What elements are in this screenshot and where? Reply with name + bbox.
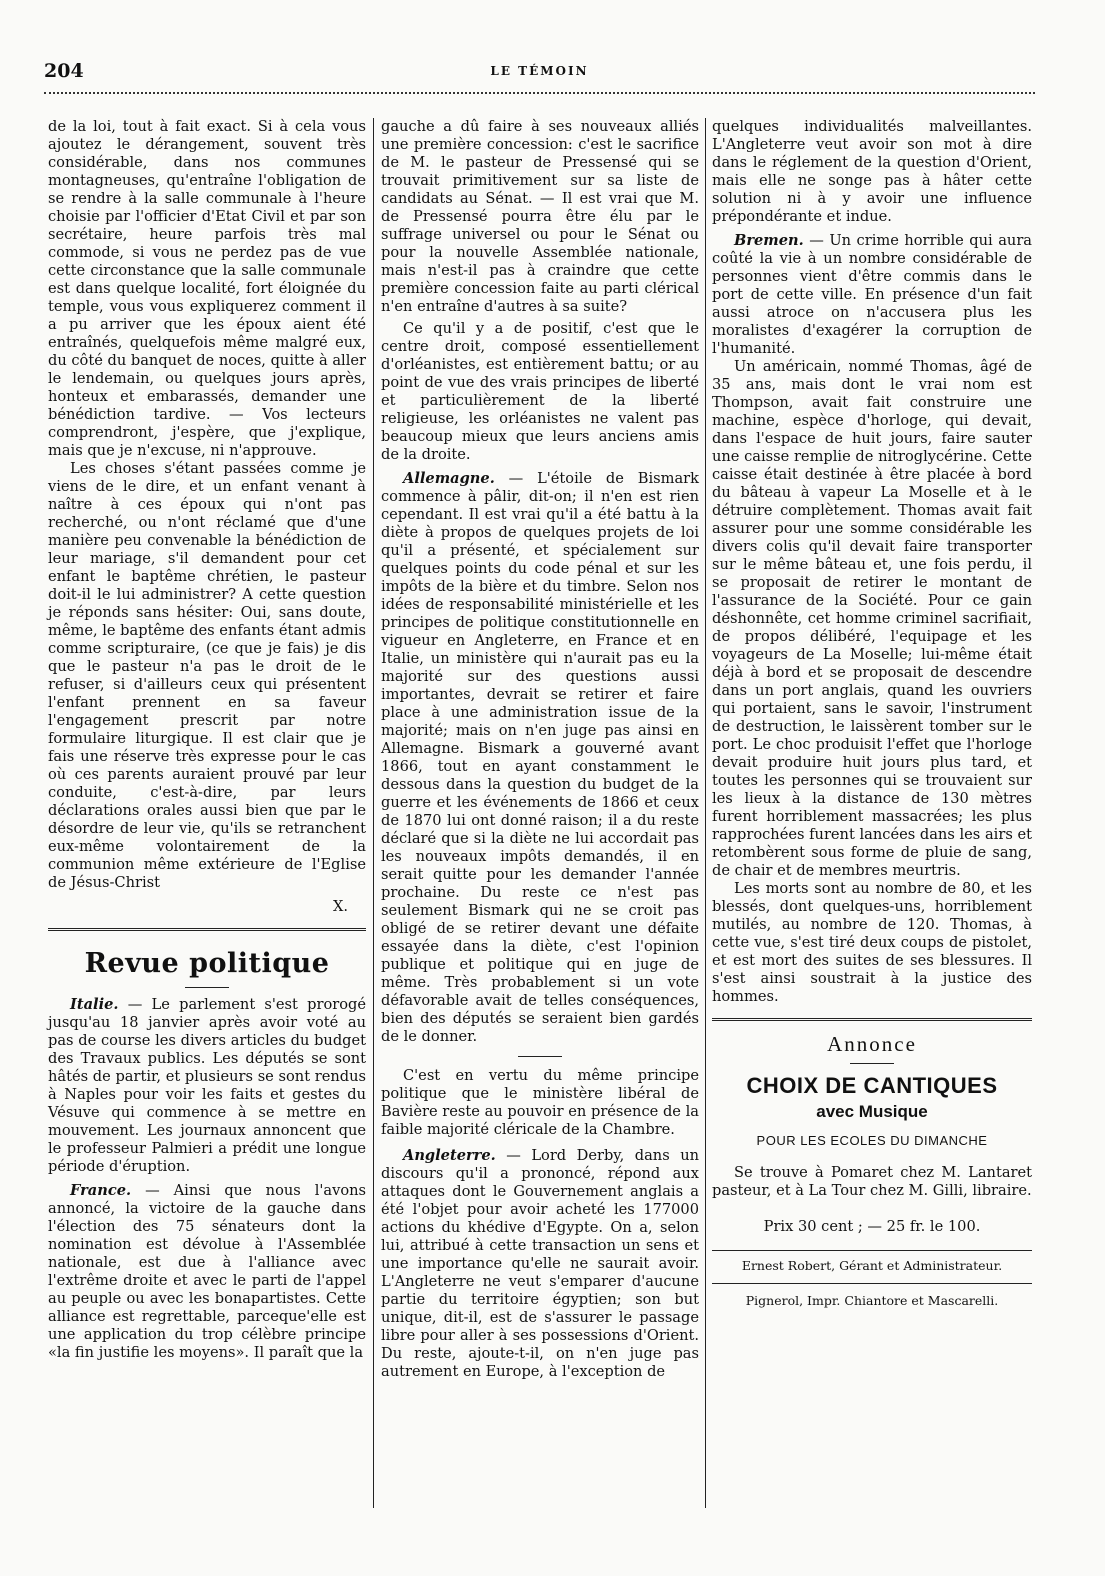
news-item-baviere: C'est en vertu du même principe politique que le ministère libéral de Bavière reste au pouvoir en présence de la faible majorité cléricale de la Chambre.: [381, 1067, 699, 1138]
country-label: France.: [70, 1182, 132, 1199]
item-rule: [518, 1056, 562, 1057]
article-paragraph: Un américain, nommé Thomas, âgé de 35 ans, mais dont le vrai nom est Thompson, avait fait construire une machine, espèce d'horloge, qui devait, dans l'espace de huit jours, faire sauter une caisse remplie de nitroglycérine. Cette caisse était destinée à être placée à bord du bâteau à vapeur La Moselle et à le détruire complètement. Thomas avait fait assurer pour une somme considérable les divers colis qu'il devait faire transporter sur le même bâteau et, une fois perdu, il se proposait de retirer le montant de l'assurance de la Société. Pour ce gain déshonnête, cet homme criminel sacrifiait, de propos délibéré, l'equipage et les voyageurs de La Moselle; lui-même était déjà à bord et se proposait de descendre dans un port anglais, quand les ouvriers qui portaient, sans le savoir, l'instrument de destruction, le laissèrent tomber sur le port. Le choc produisit l'effet que l'horloge devait produire huit jours plus tard, et toutes les personnes qui se trouvaient sur les lieux à la distance de 130 mètres furent horriblement massacrées; les plus rapprochées furent lancées dans les airs et retombèrent sous forme de pluie de sang, de chair et de membres meurtris.: [712, 358, 1032, 879]
article-paragraph: quelques individualités malveillantes. L'Angleterre veut avoir son mot à dire dans le réglement de la question d'Orient, mais elle ne songe pas à hâter cette solution ni à y avoir une influence prépondérante et indue.: [712, 118, 1032, 225]
page-number: 204: [44, 60, 84, 82]
ad-subtitle: avec Musique: [816, 1102, 928, 1121]
article-signature: X.: [332, 898, 348, 915]
running-title: LE TÉMOIN: [490, 64, 589, 78]
news-item-angleterre: [381, 1147, 699, 1381]
news-item-italie: [48, 996, 366, 1176]
article-paragraph: Ce qu'il y a de positif, c'est que le centre droit, composé essentiellement d'orléanistes, est entièrement battu; or au point de vue des vrais principes de liberté et particulièrement de la liberté religieuse, les orléanistes ne valent pas beaucoup mieux que leurs anciens amis de la droite.: [381, 320, 699, 463]
gerant-line: Ernest Robert, Gérant et Administrateur.: [741, 1258, 1003, 1273]
ad-price: Prix 30 cent ; — 25 fr. le 100.: [763, 1218, 981, 1235]
ad-body: Se trouve à Pomaret chez M. Lantaret pasteur, et à La Tour chez M. Gilli, libraire.: [712, 1164, 1032, 1199]
country-label: Angleterre.: [403, 1147, 496, 1164]
news-item-france: [48, 1182, 366, 1362]
ad-heading: Annonce: [827, 1032, 917, 1056]
footer-rule: [712, 1283, 1032, 1284]
section-divider: [712, 1018, 1032, 1021]
section-title: Revue politique: [84, 948, 330, 979]
news-item-bremen: [712, 232, 1032, 358]
title-rule: [185, 987, 229, 988]
country-label: Italie.: [70, 996, 119, 1013]
header-rule: [44, 92, 1035, 94]
page-header: [44, 58, 1035, 88]
article-paragraph: Les choses s'étant passées comme je viens de le dire, et un enfant venant à naître à ces époux qui n'ont pas recherché, ou n'ont réclamé que d'une manière peu convenable la bénédiction de leur mariage, s'il demandent pour cet enfant le baptême chrétien, le pasteur doit-il le lui administrer? A cette question je réponds sans hésiter: Oui, sans doute, même, le baptême des enfants étant admis comme scripturaire, (ce que je fais) je dis que le pasteur n'a pas le droit de le refuser, si d'ailleurs ceux qui présentent l'enfant prennent en sa faveur l'engagement prescrit par notre formulaire liturgique. Il est clair que je fais une réserve très expresse pour le cas où ces parents auraient prouvé par leur conduite, c'est-à-dire, par leurs déclarations orales aussi bien que par le désordre de leur vie, qu'ils se retranchent eux-même volontairement de la communion même extérieure de l'Eglise de Jésus-Christ: [48, 460, 366, 891]
column-1: [48, 118, 366, 1362]
news-item-allemagne: [381, 470, 699, 1046]
news-text: — Lord Derby, dans un discours qu'il a prononcé, répond aux attaques dont le Gouvernement anglais a été l'objet pour avoir acheté les 177000 actions du khédive d'Egypte. On a, selon lui, attribué à cette transaction un sens et une importance qu'elle ne saurait avoir. L'Angleterre ne veut s'emparer d'aucune partie du territoire égyptien; son but unique, dit-il, est de s'assurer le passage libre pour aller à ses possessions d'Orient. Du reste, ajoute-t-il, on n'en juge pas autrement en Europe, à l'exception de: [381, 1147, 699, 1380]
printer-line: Pignerol, Impr. Chiantore et Mascarelli.: [745, 1293, 999, 1308]
ad-rule: [850, 1063, 894, 1064]
column-3: [712, 118, 1032, 1310]
article-paragraph: Les morts sont au nombre de 80, et les blessés, dont quelques-uns, horriblement mutilés, au nombre de 120. Thomas, à cette vue, s'est tiré deux coups de pistolet, et est mort des suites de ses blessures. Il s'est ainsi soustrait à la justice des hommes.: [712, 880, 1032, 1005]
column-divider: [373, 118, 374, 1508]
ad-subtitle-2: POUR LES ECOLES DU DIMANCHE: [756, 1133, 988, 1148]
country-label: Bremen.: [734, 232, 804, 249]
column-2: [381, 118, 699, 1381]
news-text: — Ainsi que nous l'avons annoncé, la victoire de la gauche dans l'élection des 75 sénateurs dont la nomination est dévolue à l'Assemblée nationale, est due à l'alliance avec l'extrême droite et avec le parti de l'appel au peuple ou avec les bonapartistes. Cette alliance est regrettable, parceque'elle est une application du trop célèbre principe «la fin justifie les moyens». Il paraît que la: [48, 1182, 366, 1361]
ad-title: CHOIX DE CANTIQUES: [746, 1073, 998, 1098]
news-text: — L'étoile de Bismark commence à pâlir, dit-on; il n'en est rien cependant. Il est vrai qu'il a été battu à la diète à propos de quelques projets de loi qu'il a présenté, et spécialement sur quelques points du code pénal et sur les impôts de la bière et du timbre. Selon nos idées de responsabilité ministérielle et les principes de politique constitutionnelle en vigueur en Angleterre, en France et en Italie, un ministère qui n'aurait pas eu la majorité sur des questions aussi importantes, devrait se retirer et faire place à une administration issue de la majorité; mais on n'en juge pas ainsi en Allemagne. Bismark a gouverné avant 1866, tout en ayant constamment le dessous dans la question du budget de la guerre et les événements de 1866 et ceux de 1870 lui ont donné raison; il a du reste déclaré que si la diète ne lui accordait pas les nouveaux impôts demandés, il en serait quitte pour les demander l'année prochaine. Du reste ce n'est pas seulement Bismark qui ne se croit pas obligé de se retirer devant une défaite essayée dans la diète, c'est l'opinion publique et politique qui en juge de même. Très probablement si un vote défavorable avait de telles conséquences, bien des députés se seraient bien gardés de le donner.: [381, 470, 699, 1045]
column-divider: [705, 118, 706, 1508]
section-divider: [48, 928, 366, 931]
footer-rule: [712, 1250, 1032, 1251]
news-text: — Un crime horrible qui aura coûté la vie à un nombre considérable de personnes vient d'être commis dans le port de cette ville. En présence d'un fait aussi atroce on n'accusera plus les moralistes d'exagérer la corruption de l'humanité.: [712, 232, 1032, 357]
article-paragraph: de la loi, tout à fait exact. Si à cela vous ajoutez le dérangement, souvent très considérable, dans nos communes montagneuses, qu'entraîne l'obligation de se rendre à la salle communale à l'heure choisie par l'officier d'Etat Civil et par son secrétaire, heure parfois très mal commode, si vous ne perdez pas de vue cette circonstance que la salle communale est dans quelque localité, fort éloignée du temple, vous vous expliquerez comment il a pu arriver que les époux aient été entraînés, quelquefois même malgré eux, du côté du banquet de noces, quitte à aller le lendemain, ou quelques jours après, honteux et embarassés, demander une bénédiction tardive. — Vos lecteurs comprendront, j'espère, que j'explique, mais que je n'excuse, ni n'approuve.: [48, 118, 366, 459]
country-label: Allemagne.: [403, 470, 495, 487]
advertisement: [712, 1031, 1032, 1236]
article-paragraph: gauche a dû faire à ses nouveaux alliés une première concession: c'est le sacrifice de M. le pasteur de Pressensé qui se trouvait primitivement sur sa liste de candidats au Sénat. — Il est vrai que M. de Pressensé pourra être élu par le suffrage universel ou pour le Sénat ou pour la nouvelle Assemblée nationale, mais n'est-il pas à craindre que cette première concession faite au parti clérical n'en entraîne d'autres à sa suite?: [381, 118, 699, 315]
news-text: — Le parlement s'est prorogé jusqu'au 18 janvier après avoir voté au pas de course les divers articles du budget des Travaux publics. Les députés se sont hâtés de partir, et plusieurs se sont rendus à Naples pour voir les faits et gestes du Vésuve qui commence à se mettre en mouvement. Les journaux annoncent que le professeur Palmieri a prédit une longue période d'éruption.: [48, 996, 366, 1175]
